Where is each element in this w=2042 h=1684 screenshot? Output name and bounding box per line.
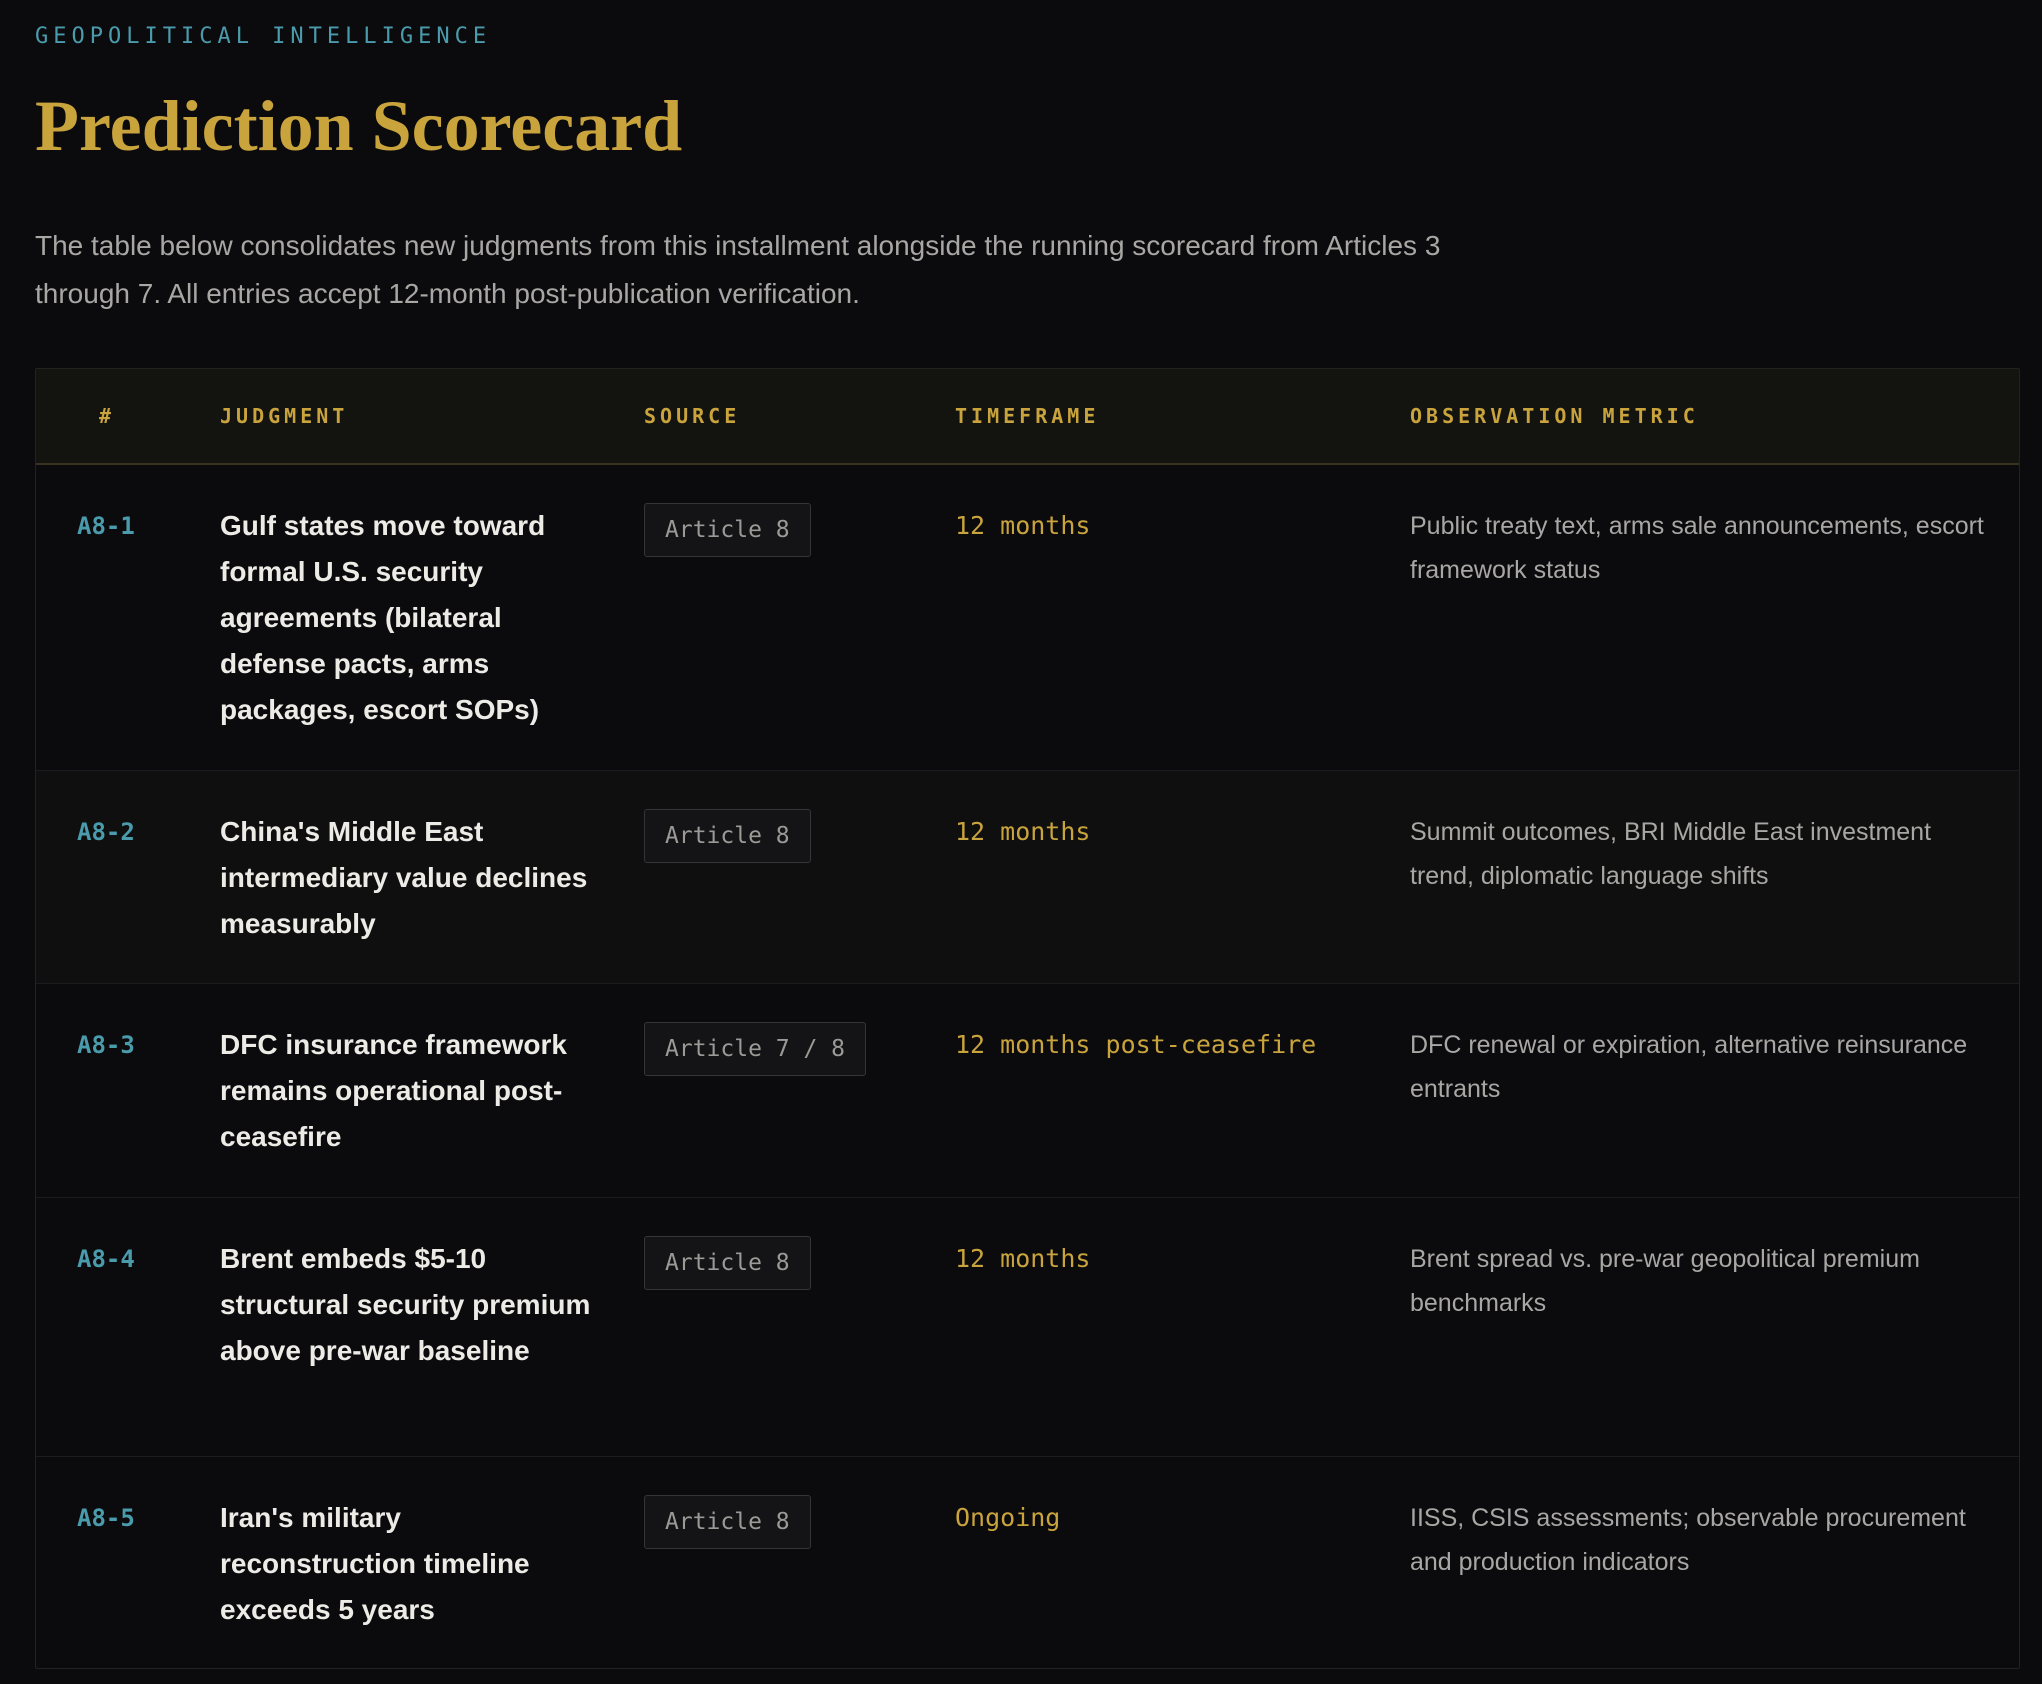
source-badge: Article 8 (644, 1236, 811, 1290)
table-header (36, 369, 2019, 465)
source-badge: Article 8 (644, 809, 811, 863)
table-row (36, 1457, 2019, 1668)
page-title: Prediction Scorecard (35, 86, 683, 166)
column-header-observation-metric: OBSERVATION METRIC (1410, 404, 1699, 428)
section-kicker: GEOPOLITICAL INTELLIGENCE (35, 24, 492, 49)
timeframe: 12 months post-ceasefire (955, 1030, 1317, 1059)
judgment-id: A8-3 (77, 1031, 135, 1059)
timeframe: Ongoing (955, 1503, 1061, 1532)
scorecard-table (35, 368, 2020, 1669)
judgment-text: China's Middle East intermediary value declines measurably (220, 816, 588, 939)
judgment-id: A8-1 (77, 512, 135, 540)
timeframe: 12 months (955, 511, 1091, 540)
scorecard-page (35, 0, 2020, 1625)
observation-metric: Summit outcomes, BRI Middle East investment trend, diplomatic language shifts (1410, 818, 1932, 890)
source-badge: Article 8 (644, 503, 811, 557)
judgment-text: Gulf states move toward formal U.S. security agreements (bilateral defense pacts, arms packages, escort SOPs) (220, 510, 546, 725)
timeframe: 12 months (955, 817, 1091, 846)
judgment-text: Iran's military reconstruction timeline exceeds 5 years (220, 1502, 530, 1625)
judgment-text: DFC insurance framework remains operational post-ceasefire (220, 1029, 567, 1152)
observation-metric: Public treaty text, arms sale announcements, escort framework status (1410, 512, 1984, 584)
table-row (36, 1198, 2019, 1457)
source-badge: Article 7 / 8 (644, 1022, 866, 1076)
table-row (36, 465, 2019, 771)
table-row (36, 984, 2019, 1198)
observation-metric: Brent spread vs. pre-war geopolitical premium benchmarks (1410, 1245, 1920, 1317)
source-badge: Article 8 (644, 1495, 811, 1549)
judgment-id: A8-4 (77, 1245, 135, 1273)
observation-metric: IISS, CSIS assessments; observable procurement and production indicators (1410, 1504, 1966, 1576)
column-header-judgment: JUDGMENT (220, 404, 349, 428)
column-header-source: SOURCE (644, 404, 741, 428)
judgment-id: A8-5 (77, 1504, 135, 1532)
column-header-timeframe: TIMEFRAME (955, 404, 1100, 428)
table-row (36, 771, 2019, 984)
timeframe: 12 months (955, 1244, 1091, 1273)
column-header-number: # (99, 404, 116, 428)
observation-metric: DFC renewal or expiration, alternative reinsurance entrants (1410, 1031, 1968, 1103)
judgment-text: Brent embeds $5-10 structural security premium above pre-war baseline (220, 1243, 591, 1366)
intro-paragraph: The table below consolidates new judgments from this installment alongside the running scorecard from Articles 3 through 7. All entries accept 12-month post-publication verification. (35, 230, 1441, 309)
judgment-id: A8-2 (77, 818, 135, 846)
